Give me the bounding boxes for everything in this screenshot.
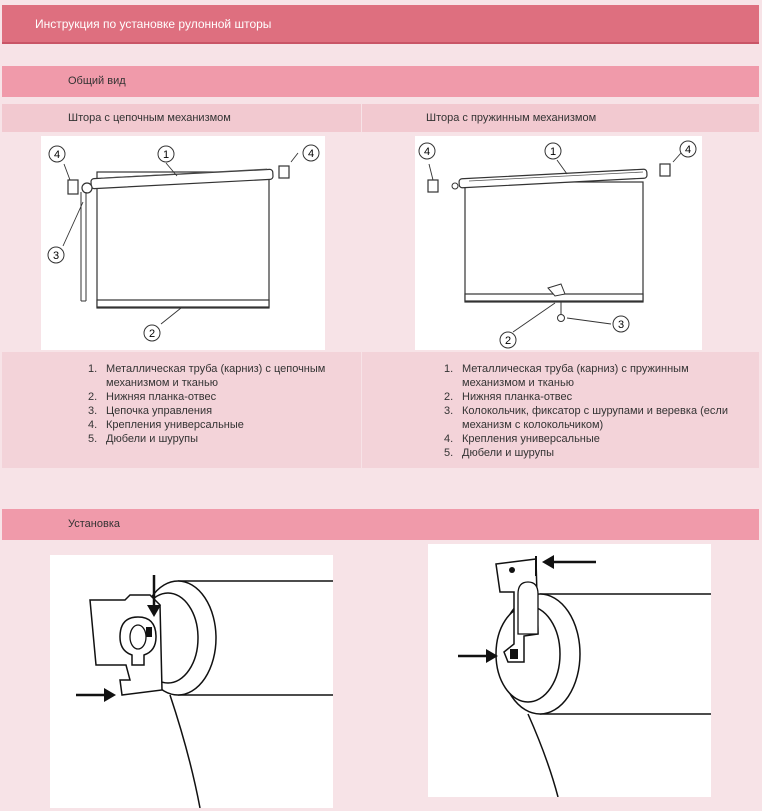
spring-blind-title: Штора с пружинным механизмом: [362, 104, 759, 132]
svg-text:2: 2: [504, 335, 512, 347]
section-installation-heading: Установка: [2, 509, 759, 540]
list-item: 3. Цепочка управления: [88, 405, 213, 417]
list-item: 2. Нижняя планка-отвес: [444, 391, 573, 403]
svg-text:3: 3: [617, 319, 625, 331]
chain-diagram-panel: [2, 134, 361, 349]
svg-text:4: 4: [53, 149, 61, 161]
list-item: 1. Металлическая труба (карниз) с пружинным механизмом и тканью: [444, 363, 689, 389]
installation-diagram-chain: [50, 555, 333, 808]
callout-1: [545, 143, 561, 159]
list-item: 1. Металлическая труба (карниз) с цепочным механизмом и тканью: [88, 363, 326, 389]
svg-text:4: 4: [423, 146, 431, 158]
callout-3: [48, 247, 64, 263]
svg-text:4: 4: [684, 144, 692, 156]
callout-4-right: [303, 145, 319, 161]
list-item: 4. Крепления универсальные: [88, 419, 244, 431]
callout-3: [613, 316, 629, 332]
callout-4-left: [49, 146, 65, 162]
svg-text:1: 1: [162, 149, 170, 161]
chain-blind-diagram: [41, 136, 325, 350]
svg-text:2: 2: [148, 328, 156, 340]
list-item: 4. Крепления универсальные: [444, 433, 600, 445]
list-item: 5. Дюбели и шурупы: [88, 433, 199, 445]
callout-2: [144, 325, 160, 341]
list-item: 2. Нижняя планка-отвес: [88, 391, 217, 403]
list-item: 5. Дюбели и шурупы: [444, 447, 555, 459]
spring-diagram-panel: [362, 134, 759, 349]
page-title: Инструкция по установке рулонной шторы: [2, 5, 759, 44]
callout-4-right: [680, 141, 696, 157]
svg-text:3: 3: [52, 250, 60, 262]
chain-blind-title: Штора с цепочным механизмом: [2, 104, 361, 132]
list-item: 3. Колокольчик, фиксатор с шурупами и веревка (если механизм с колокольчиком): [444, 405, 728, 431]
spring-parts-list: [362, 352, 759, 468]
callout-2: [500, 332, 516, 348]
spring-blind-diagram: [415, 136, 702, 350]
section-general-view-heading: Общий вид: [2, 66, 759, 97]
svg-text:1: 1: [549, 146, 557, 158]
callout-1: [158, 146, 174, 162]
chain-parts-list: [2, 352, 361, 468]
svg-text:4: 4: [307, 148, 315, 160]
callout-4-left: [419, 143, 435, 159]
installation-diagram-spring: [428, 544, 711, 797]
